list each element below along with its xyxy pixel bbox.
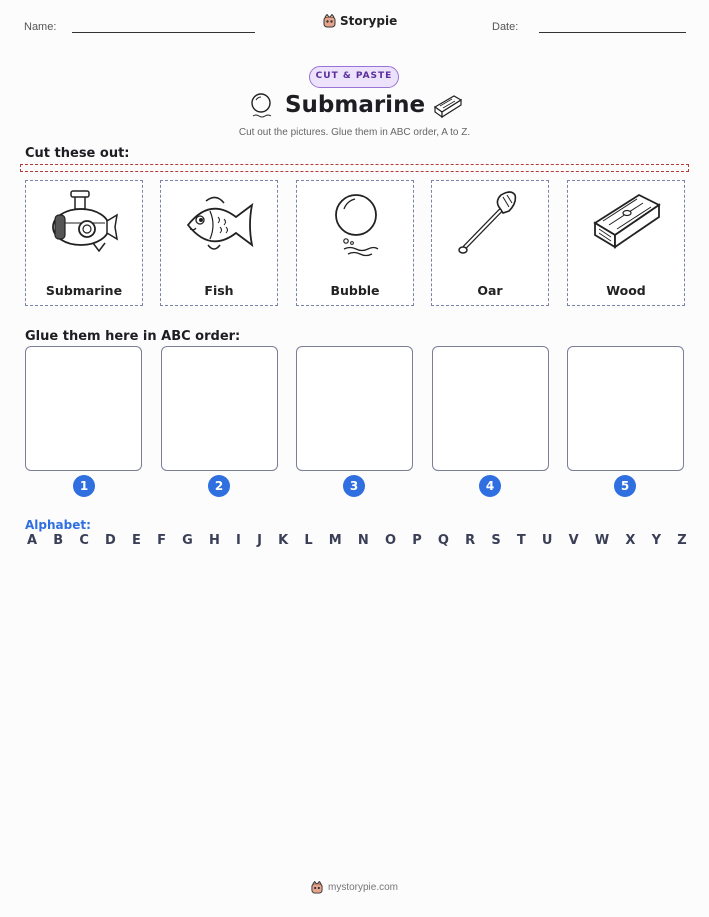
alphabet-letter: E [132,533,141,548]
alphabet-letter: T [516,533,526,548]
slot-number: 2 [208,475,230,497]
glue-slot-4[interactable] [432,346,549,471]
alphabet-letter: B [53,533,64,548]
alphabet-letter: Z [677,533,687,548]
alphabet-letter: P [412,533,422,548]
name-label: Name: [24,21,57,33]
alphabet-letter: C [79,533,89,548]
date-line[interactable] [539,32,686,33]
cut-card-submarine[interactable] [25,180,143,306]
alphabet-letter: N [357,533,369,548]
oar-icon [451,187,531,265]
alphabet-letter: F [157,533,166,548]
alphabet-letter: A [27,533,38,548]
cut-heading: Cut these out: [25,146,130,161]
glue-slot-2[interactable] [161,346,278,471]
alphabet-letter: M [328,533,342,548]
footer-url[interactable]: mystorypie.com [327,882,398,893]
alphabet-letter: O [384,533,397,548]
alphabet-label: Alphabet: [25,518,91,532]
alphabet-letter: S [491,533,501,548]
card-label: Wood [606,283,646,298]
cut-card-oar[interactable] [431,180,549,306]
brand-name: Storypie [340,14,398,28]
glue-slot-5[interactable] [567,346,684,471]
alphabet-letter: K [278,533,289,548]
alphabet-letter: Q [437,533,449,548]
wood-icon [587,187,667,265]
page-title: Submarine [284,92,426,118]
submarine-icon [45,187,125,265]
slot-number: 5 [614,475,636,497]
alphabet-row [27,533,687,548]
footer [0,881,709,894]
cut-card-bubble[interactable] [296,180,414,306]
glue-slot-3[interactable] [296,346,413,471]
alphabet-letter: H [208,533,220,548]
alphabet-letter: W [594,533,610,548]
bubble-icon [316,187,396,265]
alphabet-letter: G [182,533,193,548]
glue-slot-1[interactable] [25,346,142,471]
cut-line [20,164,689,172]
storypie-logo-icon [311,881,323,894]
bubble-icon [248,92,274,120]
card-label: Oar [477,283,503,298]
date-label: Date: [492,21,519,33]
wood-icon [432,93,464,119]
brand [323,14,397,28]
card-label: Fish [204,283,234,298]
instructions: Cut out the pictures. Glue them in ABC order, A to Z. [238,127,471,138]
slot-number: 1 [73,475,95,497]
cut-card-fish[interactable] [160,180,278,306]
card-label: Submarine [45,283,123,298]
alphabet-letter: J [257,533,262,548]
alphabet-letter: D [105,533,116,548]
alphabet-letter: I [236,533,241,548]
card-label: Bubble [330,283,380,298]
alphabet-letter: U [541,533,553,548]
cut-card-wood[interactable] [567,180,685,306]
slot-number: 3 [343,475,365,497]
activity-badge: CUT & PASTE [309,66,399,88]
alphabet-letter: Y [651,533,662,548]
alphabet-letter: R [465,533,476,548]
slot-number: 4 [479,475,501,497]
alphabet-letter: V [568,533,579,548]
alphabet-letter: L [304,533,313,548]
name-line[interactable] [72,32,255,33]
alphabet-letter: X [625,533,636,548]
fish-icon [180,187,260,265]
glue-heading: Glue them here in ABC order: [25,329,241,344]
storypie-logo-icon [323,14,336,28]
